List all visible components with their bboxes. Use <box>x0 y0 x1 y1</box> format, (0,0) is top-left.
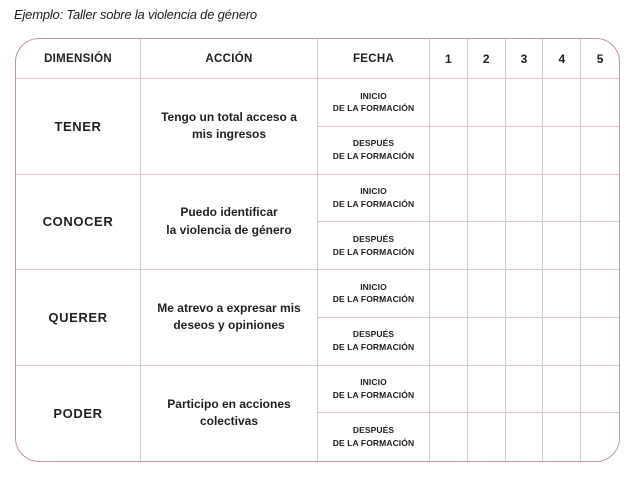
header-cell-accion: ACCIÓN <box>141 39 318 79</box>
score-cell <box>543 79 581 127</box>
assessment-table <box>15 38 620 462</box>
score-cell <box>506 366 544 414</box>
phase-line: DE LA FORMACIÓN <box>332 151 415 162</box>
phase-line: DESPUÉS <box>352 329 395 340</box>
score-cell <box>468 318 506 366</box>
action-line: mis ingresos <box>191 127 267 142</box>
phase-line: INICIO <box>360 377 387 388</box>
score-cell <box>430 175 468 223</box>
score-cell <box>543 222 581 270</box>
score-cell <box>581 79 619 127</box>
action-line: Participo en acciones <box>167 396 291 411</box>
header-cell-dimension: DIMENSIÓN <box>16 39 141 79</box>
score-cell <box>581 413 619 461</box>
action-cell-poder <box>141 366 318 462</box>
score-cell <box>543 318 581 366</box>
phase-cell-inicio <box>318 79 430 127</box>
phase-cell-despues <box>318 127 430 175</box>
action-cell-conocer <box>141 175 318 271</box>
score-cell <box>468 413 506 461</box>
dimension-cell-poder: PODER <box>16 366 141 462</box>
score-cell <box>506 270 544 318</box>
dimension-cell-querer: QUERER <box>16 270 141 366</box>
score-cell <box>506 318 544 366</box>
phase-line: DE LA FORMACIÓN <box>332 103 415 114</box>
phase-line: DE LA FORMACIÓN <box>332 198 415 209</box>
score-cell <box>430 413 468 461</box>
score-cell <box>468 366 506 414</box>
score-cell <box>430 318 468 366</box>
score-cell <box>506 222 544 270</box>
phase-line: DE LA FORMACIÓN <box>332 342 415 353</box>
phase-line: INICIO <box>360 90 387 101</box>
action-line: colectivas <box>199 414 259 429</box>
score-cell <box>581 127 619 175</box>
action-line: la violencia de género <box>166 222 292 237</box>
phase-line: DE LA FORMACIÓN <box>332 438 415 449</box>
score-cell <box>468 79 506 127</box>
score-cell <box>543 127 581 175</box>
phase-line: DE LA FORMACIÓN <box>332 294 415 305</box>
phase-cell-despues <box>318 413 430 461</box>
action-line: deseos y opiniones <box>173 318 285 333</box>
score-cell <box>506 127 544 175</box>
score-cell <box>581 318 619 366</box>
score-cell <box>543 175 581 223</box>
phase-cell-inicio <box>318 270 430 318</box>
score-cell <box>430 79 468 127</box>
score-cell <box>468 270 506 318</box>
action-cell-tener <box>141 79 318 175</box>
action-cell-querer <box>141 270 318 366</box>
header-cell-score-2: 2 <box>468 39 506 79</box>
header-cell-score-4: 4 <box>543 39 581 79</box>
score-cell <box>430 366 468 414</box>
score-cell <box>581 270 619 318</box>
phase-line: DESPUÉS <box>352 233 395 244</box>
phase-cell-despues <box>318 318 430 366</box>
action-line: Me atrevo a expresar mis <box>157 300 301 315</box>
score-cell <box>543 413 581 461</box>
phase-line: INICIO <box>360 281 387 292</box>
page-title: Ejemplo: Taller sobre la violencia de género <box>14 7 257 22</box>
score-cell <box>430 270 468 318</box>
score-cell <box>430 127 468 175</box>
score-cell <box>581 175 619 223</box>
header-cell-score-5: 5 <box>581 39 619 79</box>
dimension-cell-tener: TENER <box>16 79 141 175</box>
header-cell-score-3: 3 <box>506 39 544 79</box>
phase-cell-inicio <box>318 175 430 223</box>
phase-line: DESPUÉS <box>352 425 395 436</box>
score-cell <box>506 413 544 461</box>
score-cell <box>506 79 544 127</box>
score-cell <box>468 175 506 223</box>
phase-cell-despues <box>318 222 430 270</box>
score-cell <box>581 366 619 414</box>
score-cell <box>430 222 468 270</box>
header-cell-fecha: FECHA <box>318 39 430 79</box>
dimension-cell-conocer: CONOCER <box>16 175 141 271</box>
score-cell <box>581 222 619 270</box>
score-cell <box>506 175 544 223</box>
phase-line: DE LA FORMACIÓN <box>332 246 415 257</box>
score-cell <box>543 366 581 414</box>
phase-line: DE LA FORMACIÓN <box>332 389 415 400</box>
phase-line: INICIO <box>360 186 387 197</box>
phase-cell-inicio <box>318 366 430 414</box>
score-cell <box>543 270 581 318</box>
score-cell <box>468 222 506 270</box>
action-line: Puedo identificar <box>180 205 278 220</box>
phase-line: DESPUÉS <box>352 138 395 149</box>
action-line: Tengo un total acceso a <box>161 109 297 124</box>
header-cell-score-1: 1 <box>430 39 468 79</box>
score-cell <box>468 127 506 175</box>
